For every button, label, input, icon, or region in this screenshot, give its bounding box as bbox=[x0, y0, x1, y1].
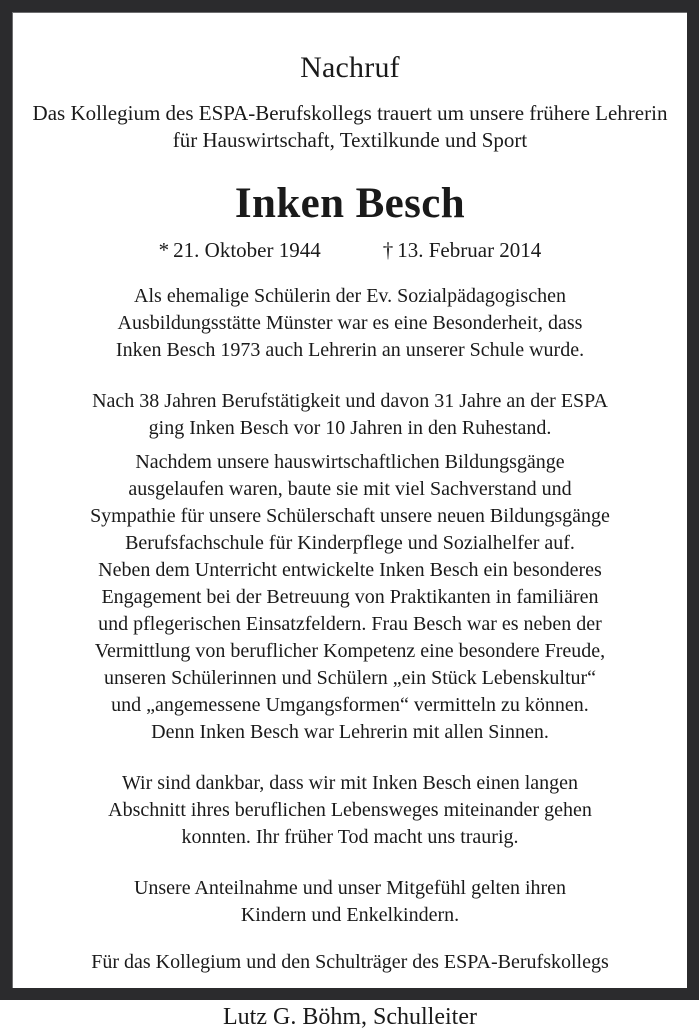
text-line: ging Inken Besch vor 10 Jahren in den Ruhestand. bbox=[148, 417, 552, 439]
paragraph-p3 bbox=[31, 442, 669, 746]
paragraph-p1 bbox=[31, 263, 669, 364]
died-cross-icon: † bbox=[382, 238, 394, 262]
birth-date bbox=[159, 237, 321, 263]
notice-content bbox=[13, 13, 687, 1032]
subtitle-line: Das Kollegium des ESPA-Berufskollegs trauert um unsere frühere bbox=[32, 101, 590, 125]
born-symbol-icon: * bbox=[158, 238, 170, 262]
text-line: Für das Kollegium und den Schulträger des ESPA-Berufskollegs bbox=[91, 951, 609, 973]
text-line: und „angemessene Umgangsformen“ vermitteln zu können. bbox=[111, 694, 589, 716]
page-title: Nachruf bbox=[300, 51, 400, 84]
text-line: Ausbildungsstätte Münster war es eine Besonderheit, dass bbox=[117, 312, 583, 334]
notice-inner-frame bbox=[12, 12, 687, 1030]
text-line: Kindern und Enkelkindern. bbox=[240, 904, 460, 926]
signature: Lutz G. Böhm, Schulleiter bbox=[223, 1004, 477, 1030]
paragraph-p2 bbox=[31, 364, 669, 442]
birth-date-value: 21. Oktober 1944 bbox=[173, 238, 321, 262]
text-line: Unsere Anteilnahme und unser Mitgefühl gelten ihren bbox=[133, 877, 567, 899]
subtitle-line: Lehrerin für Hauswirtschaft, Textilkunde und Sport bbox=[172, 101, 668, 152]
text-line: Als ehemalige Schülerin der Ev. Sozialpädagogischen bbox=[134, 285, 566, 307]
text-line: Abschnitt ihres beruflichen Lebensweges miteinander gehen bbox=[108, 799, 592, 821]
text-line: Wir sind dankbar, dass wir mit Inken Besch einen langen bbox=[121, 772, 579, 794]
text-line: Sympathie für unsere Schülerschaft unsere neuen Bildungsgänge bbox=[90, 505, 610, 527]
text-line: konnten. Ihr früher Tod macht uns traurig. bbox=[181, 826, 519, 848]
text-line: Vermittlung von beruflicher Kompetenz eine besondere Freude, bbox=[94, 640, 606, 662]
text-line: Engagement bei der Betreuung von Praktikanten in familiären bbox=[101, 586, 599, 608]
subtitle bbox=[31, 85, 669, 154]
text-line: Inken Besch 1973 auch Lehrerin an unserer Schule wurde. bbox=[115, 339, 585, 361]
death-date-value: 13. Februar 2014 bbox=[397, 238, 542, 262]
deceased-name: Inken Besch bbox=[234, 180, 466, 227]
paragraph-p4 bbox=[31, 746, 669, 851]
paragraph-p6 bbox=[31, 929, 669, 976]
text-line: Nach 38 Jahren Berufstätigkeit und davon 31 Jahre an der ESPA bbox=[92, 390, 608, 412]
text-line: Berufsfachschule für Kinderpflege und Sozialhelfer auf. bbox=[125, 532, 575, 554]
text-line: unseren Schülerinnen und Schülern „ein Stück Lebenskultur“ bbox=[103, 667, 597, 689]
text-line: Neben dem Unterricht entwickelte Inken Besch ein besonderes bbox=[98, 559, 602, 581]
text-line: ausgelaufen waren, baute sie mit viel Sachverstand und bbox=[128, 478, 572, 500]
text-line: Nachdem unsere hauswirtschaftlichen Bildungsgänge bbox=[135, 451, 565, 473]
text-line: Denn Inken Besch war Lehrerin mit allen Sinnen. bbox=[151, 721, 549, 743]
life-dates bbox=[31, 228, 669, 263]
text-line: und pflegerischen Einsatzfeldern. Frau Besch war es neben der bbox=[98, 613, 602, 635]
death-date bbox=[383, 237, 542, 263]
paragraph-p5 bbox=[31, 851, 669, 929]
